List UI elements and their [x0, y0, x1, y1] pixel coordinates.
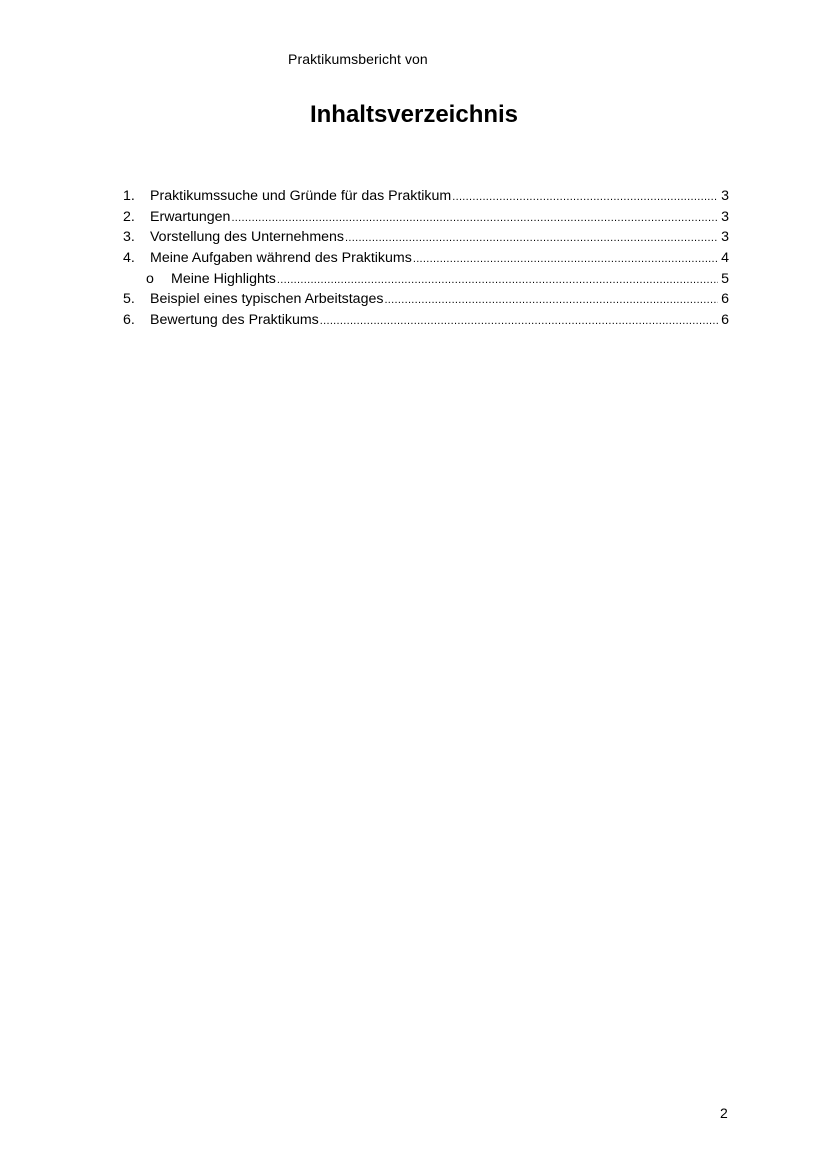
- toc-entry-number: 1.: [123, 188, 135, 204]
- page-title: Inhaltsverzeichnis: [309, 101, 519, 128]
- redacted-name-area: [452, 16, 682, 86]
- toc-entry-label: Praktikumssuche und Gründe für das Praktikum: [150, 188, 452, 204]
- toc-dot-leader: [413, 253, 718, 265]
- toc-dot-leader: [277, 274, 718, 286]
- toc-subentry-highlights[interactable]: [123, 271, 729, 292]
- toc-entry-number: 5.: [123, 291, 135, 308]
- toc-entry-number: 6.: [123, 312, 135, 329]
- toc-entry-number: 3.: [123, 229, 135, 246]
- toc-entry-3[interactable]: [123, 229, 729, 250]
- toc-entry-5[interactable]: [123, 291, 729, 312]
- toc-entry-label: Bewertung des Praktikums: [150, 312, 319, 329]
- toc-dot-leader: [345, 232, 718, 244]
- page-number: 2: [720, 1105, 728, 1121]
- toc-bullet-marker: o: [146, 270, 154, 287]
- toc-dot-leader: [320, 315, 718, 327]
- toc-entry-page: 3: [721, 188, 729, 204]
- toc-dot-leader: [231, 212, 718, 224]
- toc-entry-label: Erwartungen: [150, 208, 231, 225]
- toc-entry-1[interactable]: [123, 188, 729, 209]
- toc-dot-leader: [384, 294, 718, 306]
- toc-entry-label: Meine Highlights: [171, 270, 276, 287]
- toc-entry-page: 6: [721, 312, 729, 329]
- toc-entry-page: 6: [721, 291, 729, 308]
- toc-entry-label: Vorstellung des Unternehmens: [150, 229, 345, 246]
- toc-entry-page: 3: [721, 208, 729, 225]
- toc-entry-number: 2.: [123, 208, 135, 225]
- toc-entry-4[interactable]: [123, 250, 729, 271]
- toc-entry-2[interactable]: [123, 209, 729, 230]
- toc-entry-page: 4: [721, 250, 729, 267]
- toc-dot-leader: [452, 191, 718, 203]
- toc-entry-label: Beispiel eines typischen Arbeitstages: [150, 291, 384, 308]
- toc-entry-label: Meine Aufgaben während des Praktikums: [150, 250, 412, 267]
- toc-entry-page: 5: [721, 270, 729, 287]
- toc-entry-6[interactable]: [123, 312, 729, 333]
- toc-entry-page: 3: [721, 229, 729, 246]
- toc-entry-number: 4.: [123, 250, 135, 267]
- page-header: Praktikumsbericht von: [288, 51, 428, 67]
- table-of-contents: [123, 188, 729, 333]
